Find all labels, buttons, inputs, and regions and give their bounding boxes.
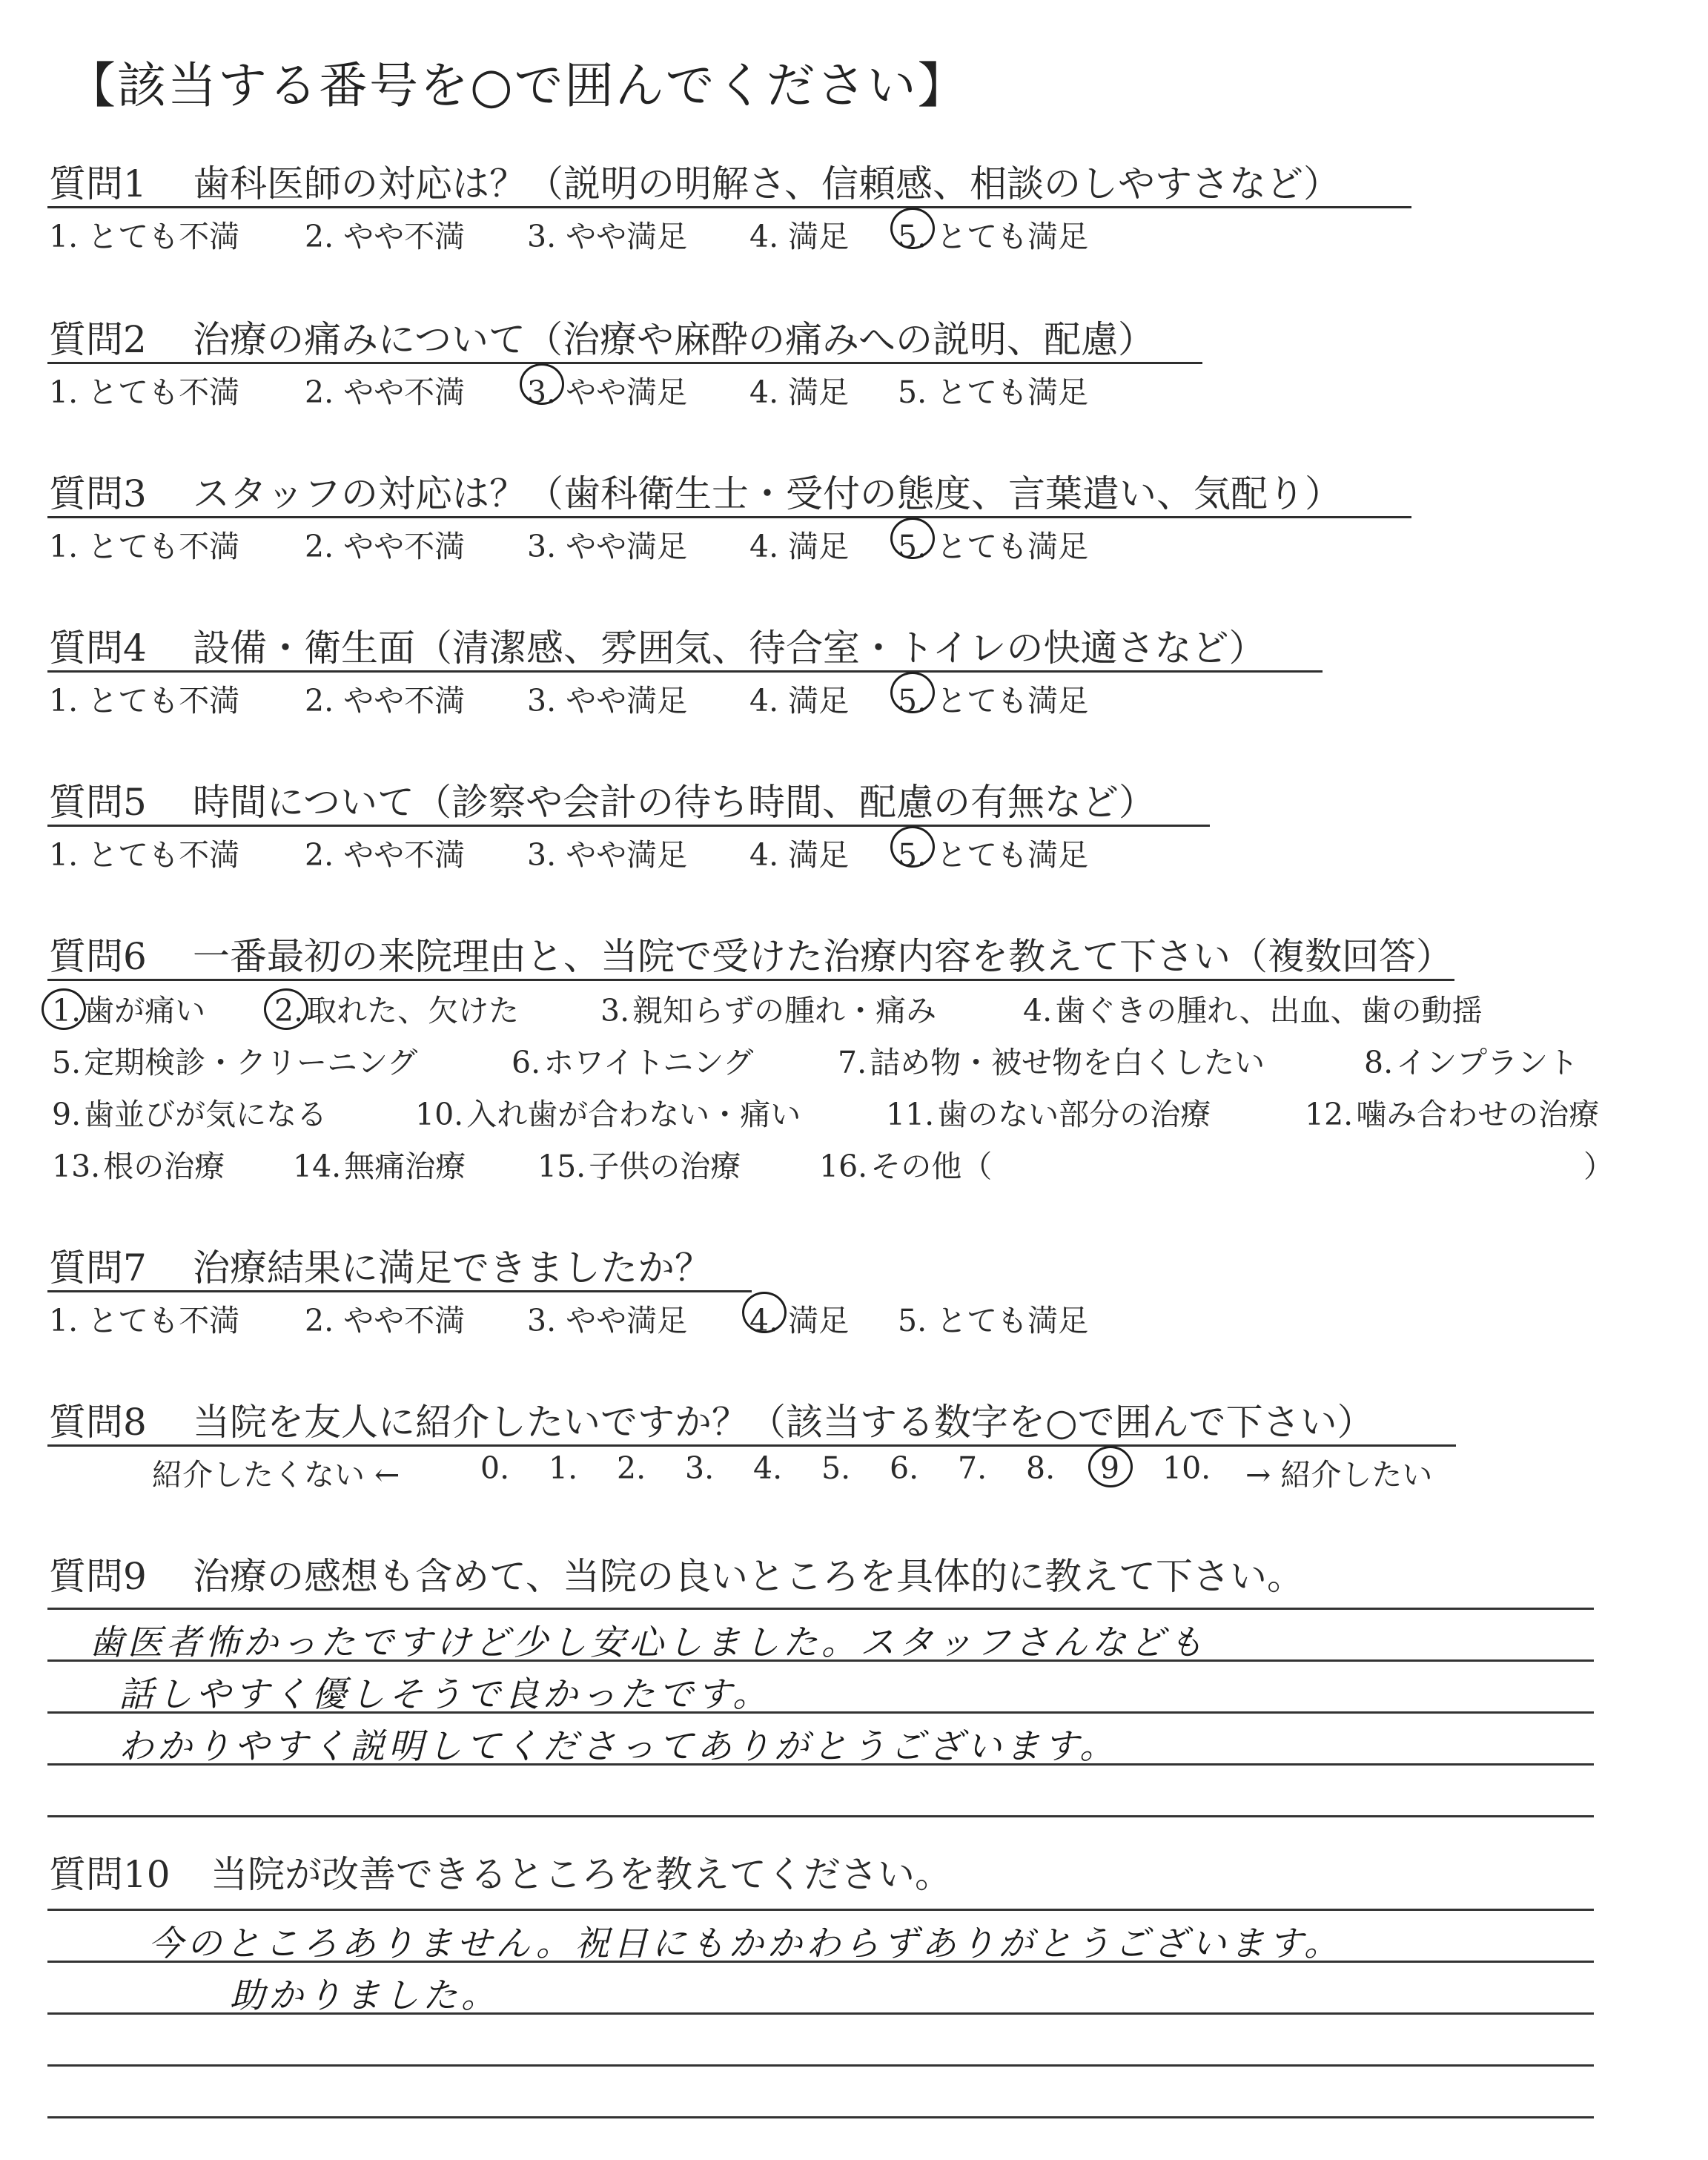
page-header: 【該当する番号を○で囲んでください】 xyxy=(67,57,968,114)
question-text: 当院が改善できるところを教えてください。 xyxy=(211,1853,952,1896)
selection-circle xyxy=(42,988,86,1030)
option-3[interactable]: 3. やや満足 xyxy=(527,529,688,564)
answer-line xyxy=(47,1909,1594,1911)
rating-options xyxy=(49,522,1680,567)
option-4-selected[interactable]: 4. 満足 xyxy=(749,1296,849,1340)
selection-circle xyxy=(1088,1446,1133,1487)
option-3[interactable]: 3. やや満足 xyxy=(527,837,688,873)
rating-options xyxy=(49,368,1680,412)
option-3-selected[interactable]: 3. やや満足 xyxy=(527,368,687,412)
scale-5[interactable]: 5. xyxy=(821,1450,851,1486)
rating-options xyxy=(49,212,1680,257)
option-2[interactable]: 2. やや不満 xyxy=(305,837,466,873)
q10-answer-line-1: 今のところありません。祝日にもかかわらずありがとうございます。 xyxy=(148,1923,1343,1964)
option-5-selected[interactable]: 5. とても満足 xyxy=(898,522,1088,566)
option-1[interactable]: 1. とても不満 xyxy=(49,837,240,873)
option-4[interactable]: 4. 満足 xyxy=(749,529,850,564)
selection-circle xyxy=(742,1292,787,1333)
rating-options xyxy=(49,1296,1680,1341)
rating-options xyxy=(49,830,1680,875)
option-2[interactable]: 2. やや不満 xyxy=(305,374,466,410)
question-text: 一番最初の来院理由と、当院で受けた治療内容を教えて下さい（複数回答） xyxy=(193,935,1453,978)
question-text: 設備・衛生面（清潔感、雰囲気、待合室・トイレの快適さなど） xyxy=(193,627,1266,670)
question-text: 治療の痛みについて（治療や麻酔の痛みへの説明、配慮） xyxy=(193,318,1155,361)
answer-line xyxy=(47,1815,1594,1817)
question-text: 治療の感想も含めて、当院の良いところを具体的に教えて下さい。 xyxy=(193,1555,1304,1598)
question-label: 質問2 xyxy=(49,318,147,361)
option-2[interactable]: 2. やや不満 xyxy=(305,219,466,254)
q9-answer-line-2: 話しやすく優しそうで良かったです。 xyxy=(119,1674,772,1715)
option-5[interactable]: 5. とても満足 xyxy=(898,374,1089,410)
question-title-row xyxy=(47,458,1411,518)
q6-option-6[interactable]: 6.ホワイトニング xyxy=(512,1045,754,1080)
rating-options xyxy=(49,676,1680,721)
q6-option-10[interactable]: 10.入れ歯が合わない・痛い xyxy=(415,1097,801,1132)
option-5[interactable]: 5. とても満足 xyxy=(898,1303,1089,1338)
question-label: 質問4 xyxy=(49,627,147,670)
option-5-selected[interactable]: 5. とても満足 xyxy=(898,830,1088,874)
question-text: 時間について（診察や会計の待ち時間、配慮の有無など） xyxy=(193,781,1156,824)
option-5-selected[interactable]: 5. とても満足 xyxy=(898,676,1088,720)
answer-line xyxy=(47,1608,1594,1610)
selection-circle xyxy=(890,518,935,559)
question-title-row xyxy=(47,767,1210,827)
scale-6[interactable]: 6. xyxy=(890,1450,919,1486)
question-title-row xyxy=(47,1387,1456,1447)
scale-3[interactable]: 3. xyxy=(685,1450,715,1486)
question-text: 当院を友人に紹介したいですか？（該当する数字を○で囲んで下さい） xyxy=(193,1401,1374,1444)
recommend-scale-left-label: 紹介したくない ← xyxy=(152,1457,400,1493)
option-3[interactable]: 3. やや満足 xyxy=(527,683,688,719)
question-text: 治療結果に満足できましたか？ xyxy=(193,1246,712,1289)
scale-9-selected[interactable]: 9 xyxy=(1094,1450,1125,1486)
q6-option-12[interactable]: 12.噛み合わせの治療 xyxy=(1305,1097,1600,1132)
question-text: スタッフの対応は？（歯科衛生士・受付の態度、言葉遣い、気配り） xyxy=(193,472,1342,515)
question-title-row xyxy=(47,1232,752,1292)
q6-option-9[interactable]: 9.歯並びが気になる xyxy=(52,1097,328,1132)
q6-other-close-paren: ） xyxy=(1583,1149,1614,1184)
question-label: 質問1 xyxy=(49,162,147,205)
scale-8[interactable]: 8. xyxy=(1026,1450,1056,1486)
q6-option-7[interactable]: 7.詰め物・被せ物を白くしたい xyxy=(838,1045,1265,1080)
option-1[interactable]: 1. とても不満 xyxy=(49,683,240,719)
option-3[interactable]: 3. やや満足 xyxy=(527,1303,688,1338)
answer-line xyxy=(47,2064,1594,2067)
option-3[interactable]: 3. やや満足 xyxy=(527,219,688,254)
question-text: 歯科医師の対応は？（説明の明解さ、信頼感、相談のしやすさなど） xyxy=(193,162,1340,205)
question-title-row xyxy=(47,304,1202,364)
q6-option-3[interactable]: 3.親知らずの腫れ・痛み xyxy=(600,993,937,1028)
q6-option-14[interactable]: 14.無痛治療 xyxy=(293,1149,466,1184)
scale-0[interactable]: 0. xyxy=(480,1450,510,1486)
q6-option-15[interactable]: 15.子供の治療 xyxy=(537,1149,741,1184)
scale-1[interactable]: 1. xyxy=(549,1450,578,1486)
recommend-scale-right-label: → 紹介したい xyxy=(1245,1457,1433,1493)
q6-option-8[interactable]: 8.インプラント xyxy=(1364,1045,1579,1080)
q6-option-11[interactable]: 11.歯のない部分の治療 xyxy=(886,1097,1211,1132)
option-4[interactable]: 4. 満足 xyxy=(749,837,850,873)
option-2[interactable]: 2. やや不満 xyxy=(305,1303,466,1338)
question-title-row xyxy=(47,148,1411,208)
scale-7[interactable]: 7. xyxy=(958,1450,987,1486)
scale-2[interactable]: 2. xyxy=(617,1450,646,1486)
option-1[interactable]: 1. とても不満 xyxy=(49,529,240,564)
question-label: 質問6 xyxy=(49,935,147,978)
answer-line xyxy=(47,2116,1594,2118)
question-title-row xyxy=(47,612,1323,673)
q6-option-2-selected[interactable]: 2.取れた、欠けた xyxy=(271,986,519,1030)
q6-option-4[interactable]: 4.歯ぐきの腫れ、出血、歯の動揺 xyxy=(1023,993,1483,1028)
selection-circle xyxy=(890,208,935,249)
option-4[interactable]: 4. 満足 xyxy=(749,374,850,410)
option-5-selected[interactable]: 5. とても満足 xyxy=(898,212,1088,256)
question-label: 質問7 xyxy=(49,1246,147,1289)
selection-circle xyxy=(890,672,935,713)
selection-circle xyxy=(520,363,564,405)
option-1[interactable]: 1. とても不満 xyxy=(49,374,240,410)
option-2[interactable]: 2. やや不満 xyxy=(305,683,466,719)
option-1[interactable]: 1. とても不満 xyxy=(49,1303,240,1338)
option-2[interactable]: 2. やや不満 xyxy=(305,529,466,564)
q10-answer-line-2: 助かりました。 xyxy=(230,1975,500,2016)
selection-circle xyxy=(264,988,308,1030)
q6-option-13[interactable]: 13.根の治療 xyxy=(52,1149,225,1184)
scale-10[interactable]: 10. xyxy=(1162,1450,1211,1486)
option-4[interactable]: 4. 満足 xyxy=(749,683,850,719)
question-label: 質問10 xyxy=(49,1853,171,1896)
q6-option-5[interactable]: 5.定期検診・クリーニング xyxy=(52,1045,418,1080)
q6-option-16[interactable]: 16.その他（ xyxy=(819,1149,993,1184)
q9-answer-line-1: 歯医者怖かったですけど少し安心しました。スタッフさんなども xyxy=(89,1622,1207,1663)
question-label: 質問3 xyxy=(49,472,147,515)
q6-option-1-selected[interactable]: 1.歯が痛い xyxy=(49,986,205,1030)
question-title-row xyxy=(47,921,1454,981)
question-label: 質問8 xyxy=(49,1401,147,1444)
question-label: 質問9 xyxy=(49,1555,147,1598)
option-4[interactable]: 4. 満足 xyxy=(749,219,850,254)
option-1[interactable]: 1. とても不満 xyxy=(49,219,240,254)
selection-circle xyxy=(890,826,935,868)
scale-4[interactable]: 4. xyxy=(753,1450,783,1486)
question-label: 質問5 xyxy=(49,781,147,824)
q9-answer-line-3: わかりやすく説明してくださってありがとうございます。 xyxy=(119,1726,1119,1767)
